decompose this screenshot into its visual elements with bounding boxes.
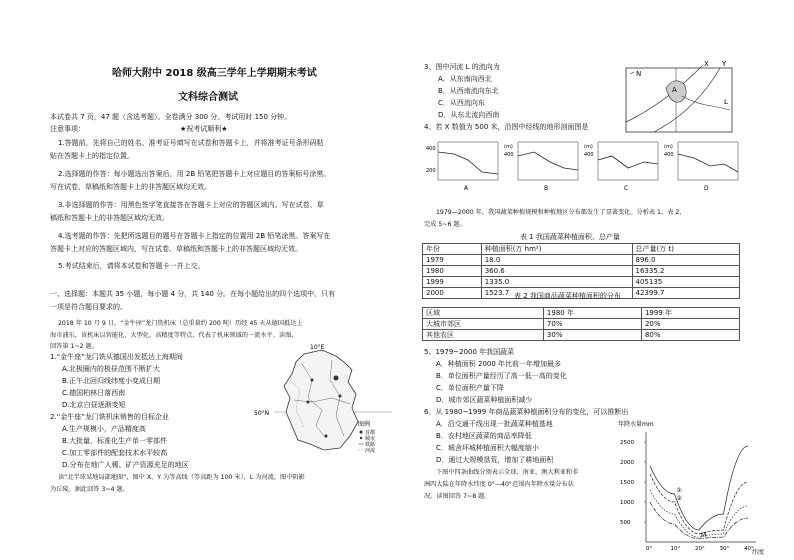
y-tick-label: 500 bbox=[620, 520, 631, 526]
series-line bbox=[650, 502, 748, 539]
notice-label: 注意事项： bbox=[50, 125, 85, 133]
material-text: 为丘陵。据此回答 3~4 题。 bbox=[50, 486, 129, 493]
map-label: A bbox=[672, 86, 677, 94]
city-marker bbox=[311, 379, 314, 382]
table-row: 1979 18.0 896.0 bbox=[423, 255, 740, 266]
legend-item: 首都 bbox=[365, 430, 376, 436]
legend-item: 城市 bbox=[365, 436, 376, 442]
q6-option-d[interactable]: D．通过大规模垦荒，增加了耕地面积 bbox=[436, 456, 554, 464]
capital-marker bbox=[334, 376, 339, 381]
table-row: 大城市郊区 70% 20% bbox=[423, 319, 740, 330]
legend-item: 铁路 bbox=[365, 442, 376, 448]
notice-mark: ★祝考试顺利★ bbox=[180, 125, 228, 133]
profile-label: A bbox=[464, 185, 469, 192]
table-header-cell: 1999 年 bbox=[641, 308, 739, 319]
q5-option-d[interactable]: D．城市郊区蔬菜种植面积减少 bbox=[436, 396, 533, 404]
material-text: 下图中四条曲线分别表示全球、南亚、澳大利亚和非 bbox=[436, 469, 579, 476]
q3-option-a[interactable]: A．从东南向西北 bbox=[438, 75, 492, 83]
q1-option-a[interactable]: A.北极圈内的极昼范围不断扩大 bbox=[62, 365, 160, 373]
table-row: 其他农区 30% 80% bbox=[423, 330, 740, 341]
y-axis-label: 年降水量mm bbox=[618, 421, 654, 428]
material-text: 况。读图回答 7~8 题。 bbox=[424, 493, 491, 500]
x-axis-label: 纬度 bbox=[752, 549, 765, 556]
table2-header bbox=[423, 308, 740, 319]
profile-label: B bbox=[544, 185, 549, 192]
map-label: N bbox=[636, 70, 642, 78]
q5-option-a[interactable]: A．种植面积 2000 年比前一年增加最多 bbox=[436, 360, 562, 368]
exam-title: 哈师大附中 2018 级高三学年上学期期末考试 bbox=[112, 68, 317, 79]
svg-text:(m): (m) bbox=[664, 144, 673, 150]
series-line bbox=[650, 446, 748, 530]
lat-label: 50°N bbox=[254, 410, 270, 417]
series-label: M bbox=[701, 531, 707, 539]
profile-c bbox=[584, 142, 658, 192]
table1-caption: 表 1 我国蔬菜种植面积、总产量 bbox=[520, 233, 620, 241]
notice-line: 3.非选择题的作答：用黑色签字笔直接答在答题卡上对应的答题区域内。写在试卷、草 bbox=[58, 201, 324, 209]
legend-title: 图例 bbox=[358, 421, 371, 428]
svg-text:(m): (m) bbox=[504, 144, 513, 150]
svg-text:400: 400 bbox=[664, 152, 674, 158]
table-header-cell: 年份 bbox=[423, 244, 482, 255]
q5-option-b[interactable]: B．单位面积产量经历了高一低一高的变化 bbox=[436, 372, 567, 380]
q1-option-b[interactable]: B.正午北回归线纬度小变成日期 bbox=[62, 377, 161, 385]
profile-a bbox=[426, 142, 498, 192]
table-header-cell: 种植面积(万 hm²) bbox=[481, 244, 632, 255]
q5-option-c[interactable]: C．单位面积产量下降 bbox=[436, 384, 504, 392]
profile-label: C bbox=[624, 185, 629, 192]
table-header-cell: 1980 年 bbox=[543, 308, 641, 319]
notice-line: 2.选择题的作答：每小题选出答案后，用 2B 铅笔把答题卡上对应题目的答案标号涂黑。 bbox=[58, 170, 331, 178]
table-header-cell: 总产量(万 t) bbox=[632, 244, 740, 255]
q3-option-b[interactable]: B．从西南流向东北 bbox=[438, 87, 499, 95]
table1-header bbox=[423, 244, 740, 255]
q1-option-c[interactable]: C.德国柏林日落西南 bbox=[62, 389, 126, 397]
q3-stem: 3、图中河流 L 的流向为 bbox=[424, 63, 500, 71]
notice-line: 答题卡上对应的答题区域内，写在试卷、草稿纸和答题卡上的非答题区域均无效。 bbox=[50, 245, 302, 253]
material-text: 回答第 1~2 题。 bbox=[50, 343, 98, 350]
q5-stem: 5、1979~2000 年我国蔬菜 bbox=[424, 348, 515, 356]
q6-stem: 6、从 1980~1999 年商品蔬菜种植面积分布的变化，可以推断出 bbox=[424, 408, 629, 416]
notice-intro: 本试卷共 7 页，47 题（含选考题）。全卷满分 300 分。考试用时 150 分钟。 bbox=[50, 113, 292, 121]
notice-line: 贴在答题卡上的指定位置。 bbox=[50, 152, 134, 160]
svg-text:400: 400 bbox=[426, 146, 436, 152]
profile-d bbox=[664, 142, 738, 192]
q6-option-c[interactable]: C．城舍环城种植面积大幅度缩小 bbox=[436, 444, 539, 452]
q1-option-d[interactable]: D.北京白昼逐渐变短 bbox=[62, 401, 126, 409]
series-label: ② bbox=[676, 495, 682, 502]
local-contour-map bbox=[624, 58, 736, 134]
svg-text:(m): (m) bbox=[584, 144, 593, 150]
city-marker bbox=[339, 395, 342, 398]
profile-b bbox=[504, 142, 578, 192]
notice-line: 稿纸和答题卡上的非答题区域均无效。 bbox=[50, 214, 169, 222]
material-text: 海市浦东，该机床以智能化、大型化、高精度等特点，代表了机床领域的一流水平。读图， bbox=[50, 332, 298, 339]
material-text: 1979—2000 年，我国蔬菜种植规模和种植地区分布都发生了显著变化。分析表 1、表 2， bbox=[436, 209, 686, 216]
x-tick-label: 20° bbox=[695, 546, 705, 552]
table2-caption: 表 2 我国商品蔬菜种植面积的分布 bbox=[514, 292, 621, 300]
notice-line: 4.选考题的作答：先把所选题目的题号在答题卡上指定的位置用 2B 铅笔涂黑。答案写在 bbox=[58, 232, 331, 240]
q2-stem: 2.“金牛座”龙门铣机床销售的目标企业 bbox=[50, 413, 169, 421]
legend-item: 河流 bbox=[365, 448, 376, 454]
section-head: 一、选择题：本题共 35 小题，每小题 4 分，共 140 分。在每小题给出的四个选项中，只有 bbox=[50, 290, 336, 298]
x-tick-label: 10° bbox=[670, 546, 681, 552]
material-text: 完成 5~6 题。 bbox=[424, 221, 466, 228]
svg-text:400: 400 bbox=[504, 152, 514, 158]
city-marker bbox=[325, 435, 328, 438]
material-text: 读“北半球某地局部地图”，图中 X、Y 为等高线（等高距为 100 米），L 为河流，图中阴影 bbox=[58, 474, 305, 481]
table2 bbox=[422, 307, 740, 341]
x-tick-label: 40° bbox=[744, 546, 754, 552]
y-tick-label: 1000 bbox=[620, 500, 634, 506]
material-text: 洲四大陆在年降水纬度 0°—40°范围内年降水量分布状 bbox=[424, 481, 574, 488]
table-row: 1980 360.6 16335.2 bbox=[423, 266, 740, 277]
q6-option-b[interactable]: B．农村地区蔬菜的商品率降低 bbox=[436, 432, 532, 440]
svg-text:400: 400 bbox=[584, 152, 594, 158]
lon-label: 10°E bbox=[310, 344, 325, 351]
material-text: 2018 年 10 月 9 日，“金牛座”龙门铣机床（总重量约 200 吨）历经 45 天从德国抵达上 bbox=[58, 320, 303, 327]
q2-option-c[interactable]: C.加工零部件的配套技术水平较高 bbox=[62, 449, 168, 457]
y-tick-label: 2000 bbox=[620, 460, 634, 466]
section-head: 一项是符合题目要求的。 bbox=[50, 303, 127, 311]
germany-map bbox=[252, 340, 398, 458]
q2-option-b[interactable]: B.大批量、标准化生产单一零部件 bbox=[62, 437, 168, 445]
map-label: Y bbox=[722, 60, 727, 68]
q3-option-d[interactable]: D．从东北流向西南 bbox=[438, 111, 500, 119]
svg-text:200: 200 bbox=[426, 168, 436, 174]
table-header-cell: 区域 bbox=[423, 308, 544, 319]
notice-line: 写在试卷、草稿纸和答题卡上的非答题区域均无效。 bbox=[50, 183, 211, 191]
q6-option-a[interactable]: A．沿交通干线出现一批蔬菜种植基地 bbox=[436, 420, 553, 428]
x-tick-label: 30° bbox=[719, 546, 730, 552]
q3-option-c[interactable]: C．从西流向东 bbox=[438, 99, 485, 107]
q1-stem: 1.“金牛座”龙门铣从德国出发抵达上海期间 bbox=[50, 353, 183, 361]
q2-option-d[interactable]: D.分布在地广人稀、矿产资源充足的地区 bbox=[62, 461, 189, 469]
q4-stem: 4、若 X 数值为 500 米，沿图中经线的地形剖面图是 bbox=[424, 123, 589, 131]
y-tick-label: 1500 bbox=[620, 480, 634, 486]
q2-option-a[interactable]: A.生产规模小，产品精度高 bbox=[62, 425, 146, 433]
profile-panels bbox=[424, 138, 742, 196]
notice-line: 1.答题前，先将自己的姓名、准考证号填写在试卷和答题卡上，并将准考证号条形码粘 bbox=[58, 139, 324, 147]
exam-subtitle: 文科综合测试 bbox=[178, 92, 238, 103]
table-row: 1999 1335.0 405135 bbox=[423, 277, 740, 288]
city-marker bbox=[307, 401, 310, 404]
map-label: X bbox=[704, 60, 709, 68]
x-tick-label: 0° bbox=[646, 546, 653, 552]
profile-label: D bbox=[704, 185, 709, 192]
table-row: 2000 1523.7 42399.7 bbox=[423, 288, 740, 299]
map-label: L bbox=[724, 98, 728, 106]
precipitation-chart bbox=[616, 418, 776, 558]
notice-line: 5.考试结束后，请将本试卷和答题卡一并上交。 bbox=[58, 262, 205, 270]
series-label: ① bbox=[676, 487, 682, 494]
y-tick-label: 2500 bbox=[620, 440, 634, 446]
